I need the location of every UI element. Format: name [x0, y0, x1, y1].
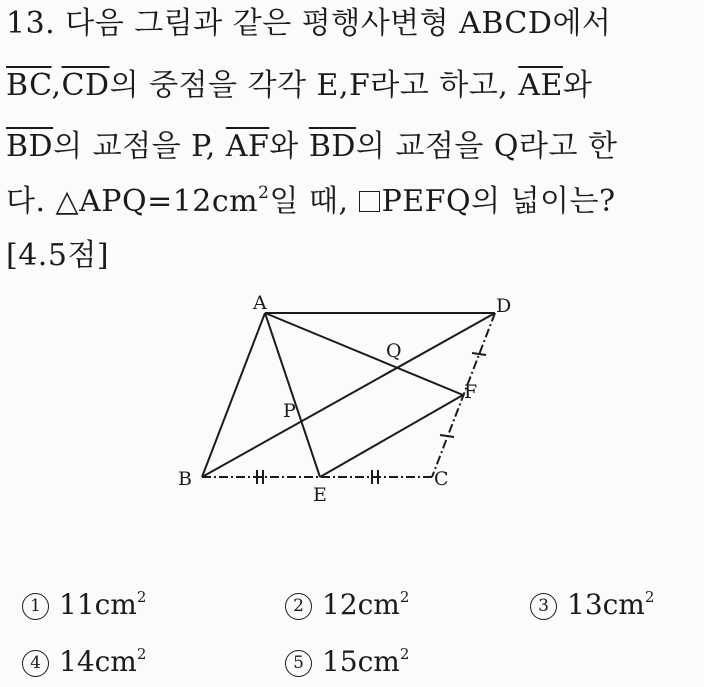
segment-cd: $\overline{CD}$ [61, 68, 110, 103]
choice-1[interactable] [22, 588, 146, 622]
side-ab [202, 313, 265, 477]
label-d: D [496, 295, 512, 317]
choice-5[interactable] [285, 645, 409, 679]
choice-3-value: 13cm [567, 588, 645, 621]
label-a: A [253, 292, 267, 314]
choice-5-value: 15cm [322, 645, 400, 678]
problem-line-4 [6, 182, 616, 222]
choice-1-number: 1 [22, 593, 49, 620]
segment-ae: $\overline{AE}$ [518, 68, 563, 103]
line2-rest: 의 중점을 각각 E,F라고 하고, [109, 68, 509, 103]
segment-bc: $\overline{BC}$ [6, 68, 52, 103]
choice-4[interactable] [22, 645, 146, 679]
label-e: E [313, 484, 327, 506]
choice-5-number: 5 [285, 650, 312, 677]
parallelogram-figure [170, 285, 530, 515]
quadrilateral-symbol [359, 191, 380, 212]
line4-mid: 일 때, [269, 184, 349, 219]
choice-2-sup: 2 [399, 588, 410, 606]
problem-line-3 [6, 127, 618, 167]
choice-4-number: 4 [22, 650, 49, 677]
label-f: F [464, 381, 478, 403]
line4-end: 의 넓이는? [471, 184, 616, 219]
segment-ae-line [265, 313, 320, 477]
segment-af-line [265, 313, 463, 395]
tick-fc [440, 435, 454, 437]
choice-4-sup: 2 [136, 645, 147, 663]
choice-3-number: 3 [530, 593, 557, 620]
choice-1-sup: 2 [136, 588, 147, 606]
choice-1-value: 11cm [59, 588, 137, 621]
segment-af: $\overline{AF}$ [225, 129, 270, 164]
label-q: Q [386, 340, 402, 362]
segment-bd-2: $\overline{BD}$ [308, 129, 356, 164]
problem-line-2 [6, 66, 592, 106]
problem-number: 13. [6, 6, 56, 41]
points-text: [4.5점] [6, 238, 110, 273]
line3-end: 의 교점을 Q라고 한 [355, 129, 618, 164]
superscript-2: 2 [258, 183, 270, 203]
line3-mid: 의 교점을 P, [53, 129, 216, 164]
quad-name: PEFQ [381, 184, 472, 219]
points-label [6, 236, 109, 276]
segment-bd-1: $\overline{BD}$ [6, 129, 54, 164]
choice-3-sup: 2 [644, 588, 655, 606]
problem-line-1 [6, 4, 611, 44]
label-b: B [178, 468, 192, 490]
line4-start: 다. △APQ=12cm [6, 184, 259, 219]
label-p: P [283, 400, 296, 422]
choice-5-sup: 2 [399, 645, 410, 663]
problem-line1-text: 다음 그림과 같은 평행사변형 ABCD에서 [65, 6, 612, 41]
choice-2-value: 12cm [322, 588, 400, 621]
label-c: C [434, 468, 449, 490]
choice-2[interactable] [285, 588, 409, 622]
choice-3[interactable] [530, 588, 654, 622]
choice-4-value: 14cm [59, 645, 137, 678]
wa-1: 와 [562, 68, 593, 103]
comma: , [51, 68, 62, 103]
diagonal-bd [202, 313, 495, 477]
choice-2-number: 2 [285, 593, 312, 620]
wa-2: 와 [269, 129, 299, 164]
tick-df [472, 353, 486, 355]
